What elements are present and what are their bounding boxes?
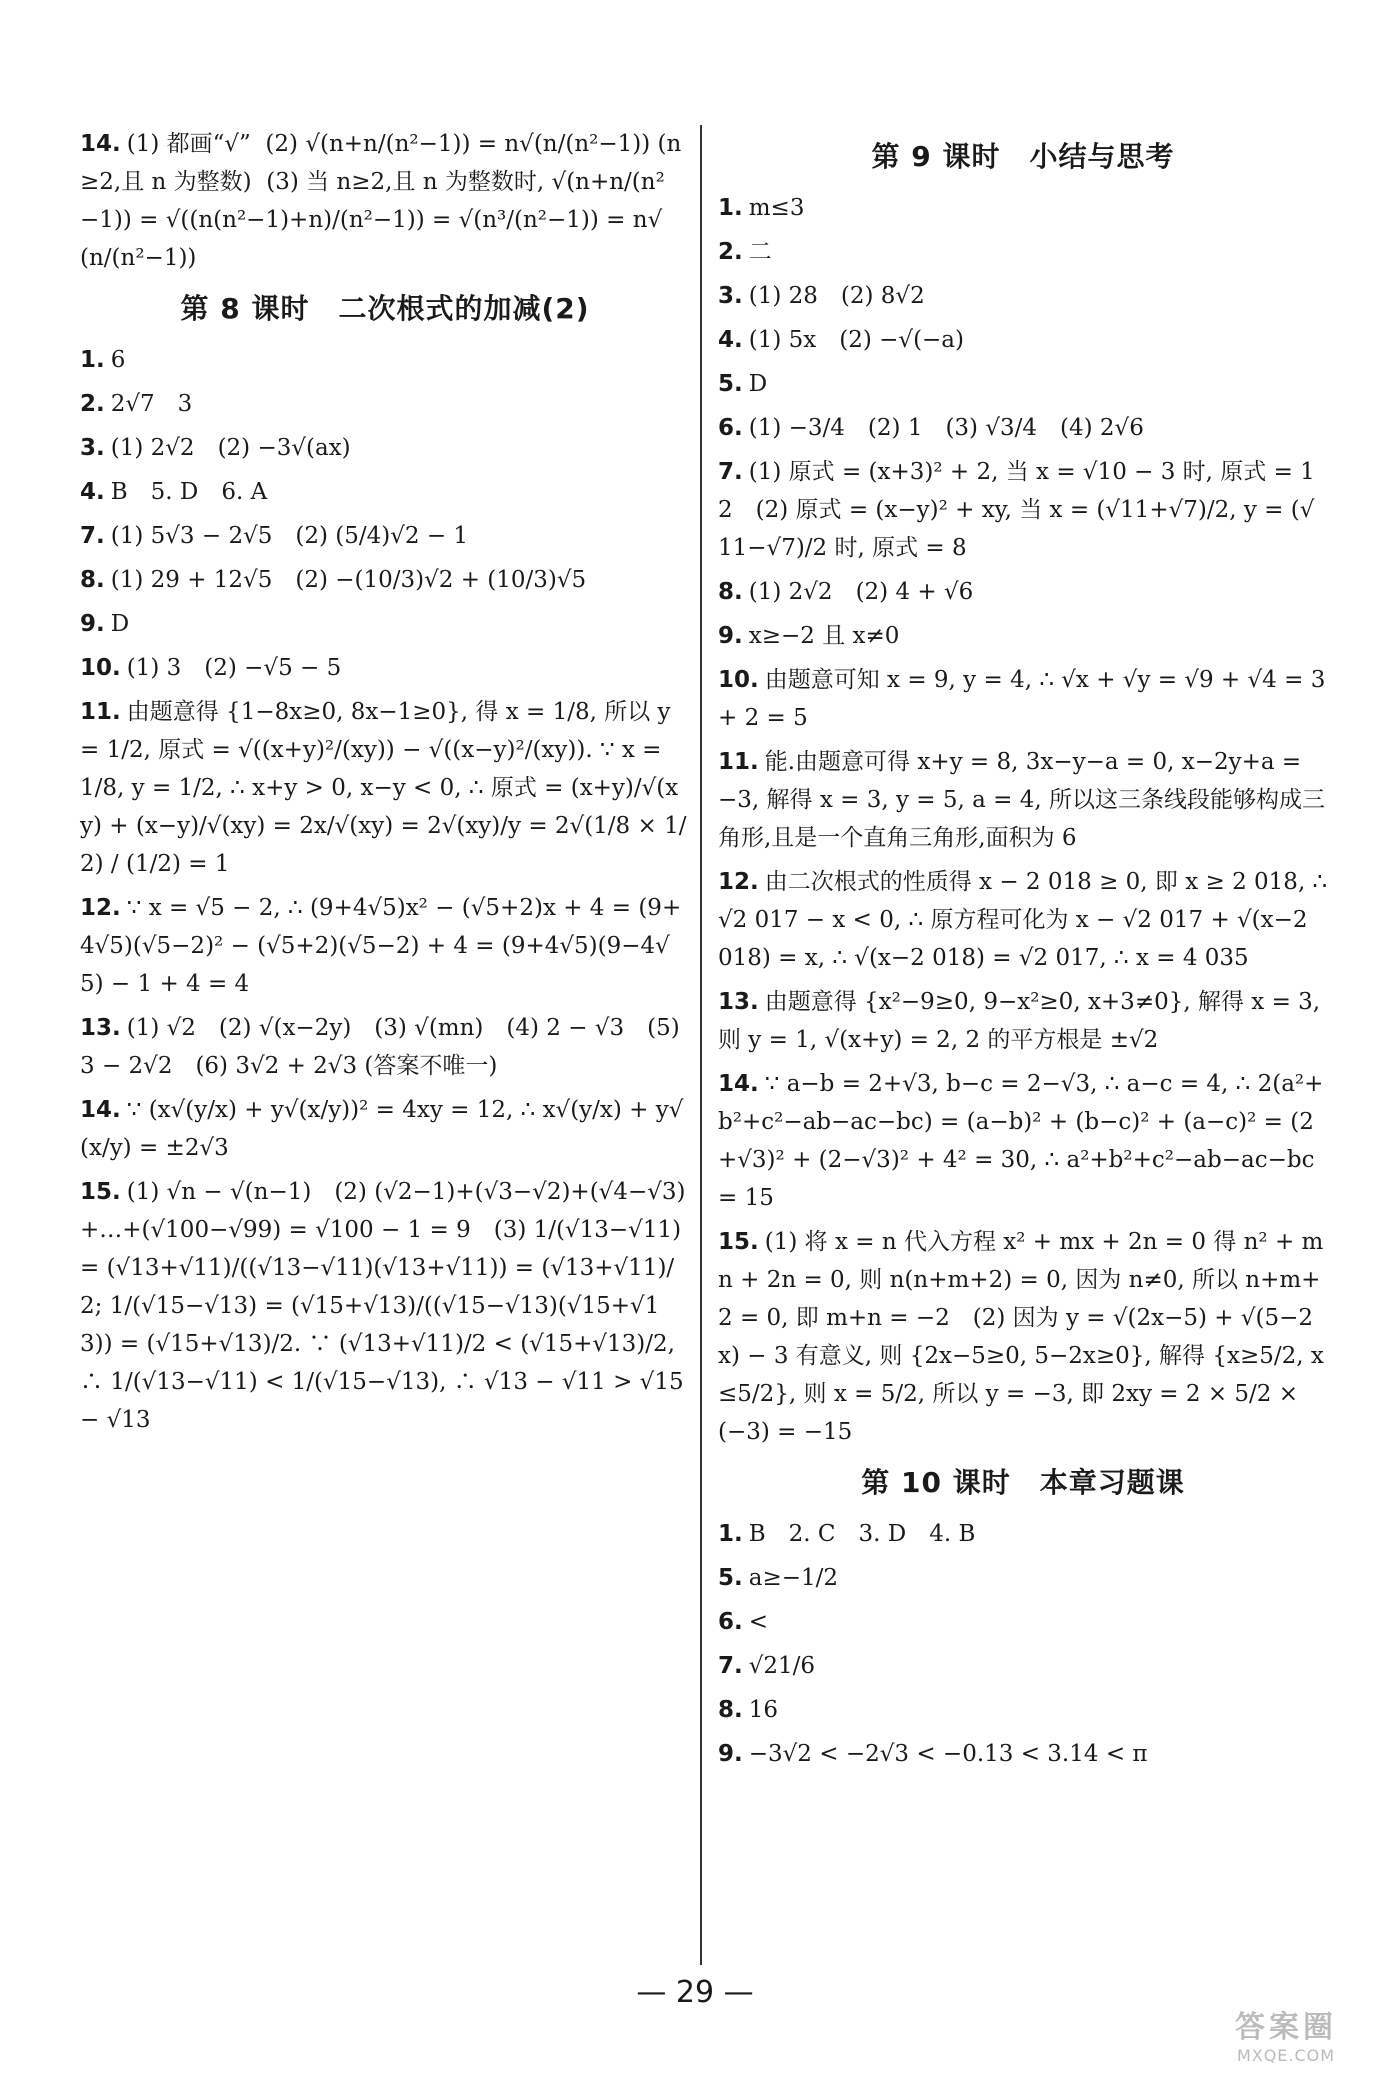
- answer-item: [80, 473, 690, 511]
- answer-text: (1) −3/4 (2) 1 (3) √3/4 (4) 2√6: [748, 415, 1144, 441]
- answer-item: [80, 649, 690, 687]
- answer-number: 9.: [80, 611, 105, 637]
- answer-number: 11.: [718, 749, 759, 775]
- left-top-items: [80, 125, 690, 277]
- answer-text: x≥−2 且 x≠0: [748, 623, 900, 649]
- answer-text: (1) 2√2 (2) −3√(ax): [110, 435, 351, 461]
- answer-text: a≥−1/2: [748, 1565, 839, 1591]
- answer-item: [718, 1603, 1328, 1641]
- answer-number: 7.: [718, 1653, 743, 1679]
- answer-number: 14.: [718, 1071, 759, 1097]
- answer-item: [80, 889, 690, 1003]
- answer-text: 能.由题意可得 x+y = 8, 3x−y−a = 0, x−2y+a = −3, 解得 x = 3, y = 5, a = 4, 所以这三条线段能够构成三角形,且是一个直角三角形,面积为 6: [718, 749, 1325, 851]
- answer-number: 8.: [80, 567, 105, 593]
- answer-item: [718, 1735, 1328, 1773]
- answer-number: 14.: [80, 131, 121, 157]
- answer-number: 3.: [80, 435, 105, 461]
- answer-item: [718, 409, 1328, 447]
- answer-number: 12.: [80, 895, 121, 921]
- answer-item: [80, 1173, 690, 1439]
- answer-text: 由题意得 {1−8x≥0, 8x−1≥0}, 得 x = 1/8, 所以 y = 1/2, 原式 = √((x+y)²/(xy)) − √((x−y)²/(xy)). ∵ x = 1/8, y = 1/2, ∴ x+y > 0, x−y < 0, ∴ 原式 = (x+y)/√(xy) + (x−y)/√(xy) = 2x/√(xy) = 2√(xy)/y = 2√(1/8 × 1/2) / (1/2) = 1: [80, 699, 687, 877]
- answer-item: [718, 277, 1328, 315]
- answer-item: [718, 1065, 1328, 1217]
- answer-text: m≤3: [748, 195, 805, 221]
- answer-number: 9.: [718, 623, 743, 649]
- answer-number: 14.: [80, 1097, 121, 1123]
- answer-number: 15.: [718, 1229, 759, 1255]
- answer-item: [718, 617, 1328, 655]
- answer-item: [80, 341, 690, 379]
- answer-item: [718, 233, 1328, 271]
- answer-item: [718, 743, 1328, 857]
- answer-item: [718, 1223, 1328, 1451]
- answer-text: (1) 都画“√” (2) √(n+n/(n²−1)) = n√(n/(n²−1)) (n≥2,且 n 为整数) (3) 当 n≥2,且 n 为整数时, √(n+n/(n²−1)) = √((n(n²−1)+n)/(n²−1)) = √(n³/(n²−1)) = n√(n/(n²−1)): [80, 131, 682, 271]
- answer-text: ∵ a−b = 2+√3, b−c = 2−√3, ∴ a−c = 4, ∴ 2(a²+b²+c²−ab−ac−bc) = (a−b)² + (b−c)² + (a−c)² = (2+√3)² + (2−√3)² + 4² = 30, ∴ a²+b²+c²−ab−ac−bc = 15: [718, 1071, 1324, 1211]
- answer-item: [80, 1009, 690, 1085]
- answer-text: D: [110, 611, 130, 637]
- answer-number: 5.: [718, 371, 743, 397]
- answer-text: 6: [110, 347, 126, 373]
- answer-text: 二: [748, 239, 772, 265]
- column-divider: [700, 125, 702, 1965]
- answer-number: 10.: [80, 655, 121, 681]
- answer-number: 13.: [80, 1015, 121, 1041]
- answer-item: [80, 1091, 690, 1167]
- answer-number: 4.: [718, 327, 743, 353]
- answer-number: 11.: [80, 699, 121, 725]
- answer-number: 9.: [718, 1741, 743, 1767]
- watermark-line-1: 答案圈: [1235, 2010, 1337, 2045]
- answer-number: 2.: [80, 391, 105, 417]
- answer-text: (1) 5√3 − 2√5 (2) (5/4)√2 − 1: [110, 523, 469, 549]
- answer-text: 由二次根式的性质得 x − 2 018 ≥ 0, 即 x ≥ 2 018, ∴ √2 017 − x < 0, ∴ 原方程可化为 x − √2 017 + √(x−2 018) = x, ∴ √(x−2 018) = √2 017, ∴ x = 4 035: [718, 869, 1335, 971]
- answer-item: [718, 983, 1328, 1059]
- answer-number: 1.: [718, 195, 743, 221]
- answer-item: [718, 1559, 1328, 1597]
- answer-text: 由题意可知 x = 9, y = 4, ∴ √x + √y = √9 + √4 = 3 + 2 = 5: [718, 667, 1333, 731]
- answer-text: (1) 28 (2) 8√2: [748, 283, 925, 309]
- watermark-line-2: MXQE.COM: [1236, 2046, 1336, 2065]
- lesson-9-heading: 第 9 课时 小结与思考: [871, 140, 1175, 173]
- answer-item: [80, 429, 690, 467]
- lesson-8-heading: 第 8 课时 二次根式的加减(2): [180, 292, 590, 325]
- answer-number: 4.: [80, 479, 105, 505]
- answer-text: 2√7 3: [110, 391, 193, 417]
- answer-text: (1) 29 + 12√5 (2) −(10/3)√2 + (10/3)√5: [110, 567, 587, 593]
- right-column: [718, 125, 1335, 1779]
- answer-text: 16: [748, 1697, 779, 1723]
- answer-number: 8.: [718, 579, 743, 605]
- lesson-9-items: [718, 189, 1335, 1451]
- answer-item: [718, 453, 1328, 567]
- answer-text: (1) 5x (2) −√(−a): [748, 327, 964, 353]
- answer-number: 15.: [80, 1179, 121, 1205]
- answer-item: [80, 693, 690, 883]
- answer-text: (1) 将 x = n 代入方程 x² + mx + 2n = 0 得 n² + mn + 2n = 0, 则 n(n+m+2) = 0, 因为 n≠0, 所以 n+m+2 = 0, 即 m+n = −2 (2) 因为 y = √(2x−5) + √(5−2x) − 3 有意义, 则 {2x−5≥0, 5−2x≥0}, 解得 {x≥5/2, x≤5/2}, 则 x = 5/2, 所以 y = −3, 即 2xy = 2 × 5/2 × (−3) = −15: [718, 1229, 1324, 1445]
- answer-number: 7.: [80, 523, 105, 549]
- answer-text: ∵ (x√(y/x) + y√(x/y))² = 4xy = 12, ∴ x√(y/x) + y√(x/y) = ±2√3: [80, 1097, 684, 1161]
- answer-text: ∵ x = √5 − 2, ∴ (9+4√5)x² − (√5+2)x + 4 = (9+4√5)(√5−2)² − (√5+2)(√5−2) + 4 = (9+4√5)(9−4√5) − 1 + 4 = 4: [80, 895, 682, 997]
- answer-item: [80, 517, 690, 555]
- answer-number: 1.: [718, 1521, 743, 1547]
- answer-text: B 2. C 3. D 4. B: [748, 1521, 976, 1547]
- answer-number: 3.: [718, 283, 743, 309]
- answer-text: (1) √n − √(n−1) (2) (√2−1)+(√3−√2)+(√4−√3)+…+(√100−√99) = √100 − 1 = 9 (3) 1/(√13−√11) = (√13+√11)/((√13−√11)(√13+√11)) = (√13+√11)/2; 1/(√15−√13) = (√15+√13)/((√15−√13)(√15+√13)) = (√15+√13)/2. ∵ (√13+√11)/2 < (√15+√13)/2, ∴ 1/(√13−√11) < 1/(√15−√13), ∴ √13 − √11 > √15 − √13: [80, 1179, 691, 1433]
- answer-number: 7.: [718, 459, 743, 485]
- page-number: — 29 —: [636, 1975, 754, 2010]
- answer-number: 10.: [718, 667, 759, 693]
- answer-number: 13.: [718, 989, 759, 1015]
- answer-item: [718, 1515, 1328, 1553]
- answer-item: [718, 1647, 1328, 1685]
- answer-text: √21/6: [748, 1653, 816, 1679]
- answer-item: [718, 189, 1328, 227]
- left-column: [80, 125, 690, 1445]
- answer-number: 6.: [718, 1609, 743, 1635]
- answer-text: B 5. D 6. A: [110, 479, 268, 505]
- answer-item: [80, 125, 690, 277]
- answer-item: [718, 365, 1328, 403]
- answer-item: [718, 573, 1328, 611]
- answer-text: 由题意得 {x²−9≥0, 9−x²≥0, x+3≠0}, 解得 x = 3, 则 y = 1, √(x+y) = 2, 2 的平方根是 ±√2: [718, 989, 1328, 1053]
- answer-item: [80, 561, 690, 599]
- answer-item: [718, 1691, 1328, 1729]
- answer-item: [80, 385, 690, 423]
- answer-item: [80, 605, 690, 643]
- answer-text: (1) 原式 = (x+3)² + 2, 当 x = √10 − 3 时, 原式 = 12 (2) 原式 = (x−y)² + xy, 当 x = (√11+√7)/2, y = (√11−√7)/2 时, 原式 = 8: [718, 459, 1315, 561]
- answer-number: 5.: [718, 1565, 743, 1591]
- answer-text: D: [748, 371, 768, 397]
- lesson-10-items: [718, 1515, 1328, 1773]
- answer-number: 6.: [718, 415, 743, 441]
- left-items: [80, 341, 690, 1439]
- watermark-logo: [1206, 2002, 1366, 2064]
- answer-item: [718, 863, 1335, 977]
- answer-text: (1) 2√2 (2) 4 + √6: [748, 579, 974, 605]
- answer-number: 1.: [80, 347, 105, 373]
- answer-item: [718, 321, 1328, 359]
- answer-number: 8.: [718, 1697, 743, 1723]
- lesson-10-heading: 第 10 课时 本章习题课: [861, 1466, 1185, 1499]
- answer-text: (1) √2 (2) √(x−2y) (3) √(mn) (4) 2 − √3 (5) 3 − 2√2 (6) 3√2 + 2√3 (答案不唯一): [80, 1015, 688, 1079]
- answer-text: (1) 3 (2) −√5 − 5: [126, 655, 342, 681]
- answer-item: [718, 661, 1333, 737]
- answer-text: −3√2 < −2√3 < −0.13 < 3.14 < π: [748, 1741, 1148, 1767]
- answer-number: 2.: [718, 239, 743, 265]
- answer-number: 12.: [718, 869, 759, 895]
- answer-text: <: [748, 1609, 769, 1635]
